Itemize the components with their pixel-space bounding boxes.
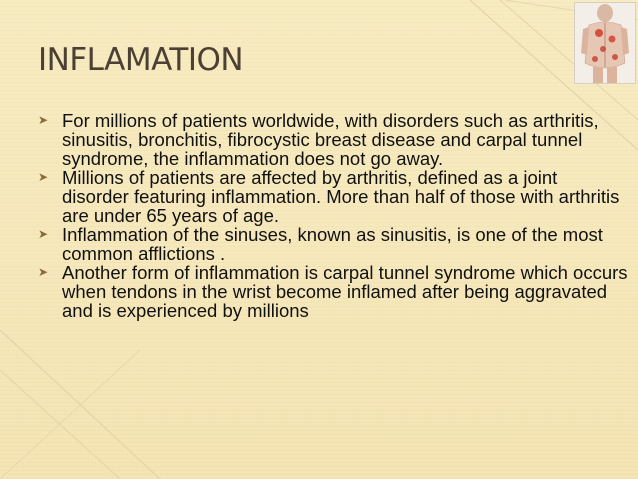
slide-title: INFLAMATION [38,42,244,78]
bullet-item [38,263,628,320]
bullet-item [38,225,628,263]
anatomy-back-illustration [574,2,636,84]
bullet-list [38,111,628,320]
bullet-text: Millions of patients are affected by arthritis, defined as a joint disorder featuring inflammation. More than half of those with arthritis are under 65 years of age. [62,167,620,226]
arrowhead-bullet-icon: ➤ [38,113,49,127]
bullet-text: Another form of inflammation is carpal tunnel syndrome which occurs when tendons in the wrist become inflamed after being aggravated and is experienced by millions [62,262,628,321]
arrowhead-bullet-icon: ➤ [38,227,49,241]
anatomy-back-image [575,3,635,83]
bullet-item [38,168,628,225]
bullet-item [38,111,628,168]
bullet-text: Inflammation of the sinuses, known as sinusitis, is one of the most common afflictions . [62,224,603,264]
bullet-text: For millions of patients worldwide, with disorders such as arthritis, sinusitis, bronchitis, fibrocystic breast disease and carpal tunnel syndrome, the inflammation does not go away. [62,110,599,169]
arrowhead-bullet-icon: ➤ [38,265,49,279]
arrowhead-bullet-icon: ➤ [38,170,49,184]
